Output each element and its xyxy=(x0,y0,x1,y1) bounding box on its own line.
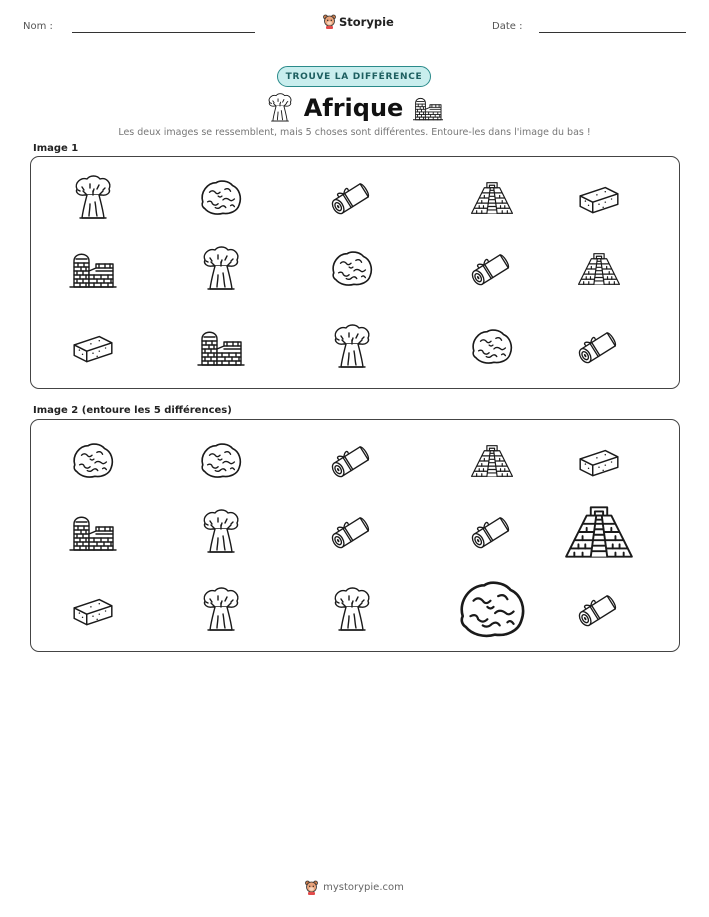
brick-icon xyxy=(70,587,116,633)
footer-site: mystorypie.com xyxy=(323,882,404,893)
scroll-icon xyxy=(469,509,515,555)
image2-cell-r2-c1[interactable] xyxy=(70,509,116,555)
image2-cell-r1-c1[interactable] xyxy=(70,438,116,484)
date-line[interactable] xyxy=(539,32,686,33)
name-line[interactable] xyxy=(72,32,255,33)
image2-cell-r1-c5[interactable] xyxy=(576,438,622,484)
pyramid-icon xyxy=(469,438,515,484)
footer xyxy=(0,880,709,895)
baobab-icon xyxy=(198,509,244,555)
brand-logo xyxy=(323,14,394,29)
brick-icon xyxy=(576,438,622,484)
image1-cell-r3-c4 xyxy=(469,324,515,370)
brick-icon xyxy=(576,175,622,221)
baobab-icon xyxy=(198,246,244,292)
scroll-icon xyxy=(576,324,622,370)
scroll-icon xyxy=(329,175,375,221)
image2-cell-r2-c5[interactable] xyxy=(562,495,636,569)
rock-icon xyxy=(198,175,244,221)
baobab-icon xyxy=(70,175,116,221)
image1-cell-r1-c5 xyxy=(576,175,622,221)
scroll-icon xyxy=(329,438,375,484)
ruins-icon xyxy=(413,93,443,123)
image1-panel xyxy=(30,156,680,389)
instructions: Les deux images se ressemblent, mais 5 choses sont différentes. Entoure-les dans l'image du bas ! xyxy=(118,127,591,138)
image2-cell-r2-c3[interactable] xyxy=(329,509,375,555)
image1-cell-r3-c5 xyxy=(576,324,622,370)
pyramid-icon xyxy=(469,175,515,221)
ruins-icon xyxy=(198,324,244,370)
image2-cell-r3-c4[interactable] xyxy=(455,573,529,647)
ruins-icon xyxy=(70,509,116,555)
page-title: Afrique xyxy=(303,94,404,122)
image1-cell-r1-c2 xyxy=(198,175,244,221)
image1-cell-r3-c3 xyxy=(329,324,375,370)
image1-cell-r3-c2 xyxy=(198,324,244,370)
baobab-icon xyxy=(198,587,244,633)
name-label: Nom : xyxy=(23,21,53,32)
rock-icon xyxy=(455,573,529,647)
baobab-icon xyxy=(329,324,375,370)
image2-cell-r1-c2[interactable] xyxy=(198,438,244,484)
image2-label: Image 2 (entoure les 5 différences) xyxy=(33,405,232,416)
image1-cell-r1-c4 xyxy=(469,175,515,221)
image2-cell-r3-c3[interactable] xyxy=(329,587,375,633)
image2-cell-r3-c2[interactable] xyxy=(198,587,244,633)
rock-icon xyxy=(469,324,515,370)
image1-cell-r2-c5 xyxy=(576,246,622,292)
image1-cell-r2-c4 xyxy=(469,246,515,292)
image2-panel[interactable] xyxy=(30,419,680,652)
image1-cell-r2-c3 xyxy=(329,246,375,292)
image1-cell-r1-c3 xyxy=(329,175,375,221)
bear-mascot-icon xyxy=(323,14,336,29)
pyramid-icon xyxy=(576,246,622,292)
rock-icon xyxy=(70,438,116,484)
image2-cell-r1-c4[interactable] xyxy=(469,438,515,484)
brick-icon xyxy=(70,324,116,370)
ruins-icon xyxy=(70,246,116,292)
image2-cell-r2-c4[interactable] xyxy=(469,509,515,555)
baobab-icon xyxy=(329,587,375,633)
bear-mascot-icon xyxy=(305,880,318,895)
scroll-icon xyxy=(329,509,375,555)
title-row xyxy=(0,91,709,125)
pyramid-icon xyxy=(562,495,636,569)
baobab-icon xyxy=(266,93,294,123)
image1-cell-r1-c1 xyxy=(70,175,116,221)
rock-icon xyxy=(198,438,244,484)
activity-badge: TROUVE LA DIFFÉRENCE xyxy=(277,66,431,87)
brand-name: Storypie xyxy=(339,14,394,29)
image1-cell-r2-c1 xyxy=(70,246,116,292)
image2-cell-r3-c1[interactable] xyxy=(70,587,116,633)
rock-icon xyxy=(329,246,375,292)
image2-cell-r1-c3[interactable] xyxy=(329,438,375,484)
scroll-icon xyxy=(469,246,515,292)
date-label: Date : xyxy=(492,21,523,32)
scroll-icon xyxy=(576,587,622,633)
image1-label: Image 1 xyxy=(33,143,79,154)
image1-cell-r3-c1 xyxy=(70,324,116,370)
image1-cell-r2-c2 xyxy=(198,246,244,292)
image2-cell-r2-c2[interactable] xyxy=(198,509,244,555)
image2-cell-r3-c5[interactable] xyxy=(576,587,622,633)
